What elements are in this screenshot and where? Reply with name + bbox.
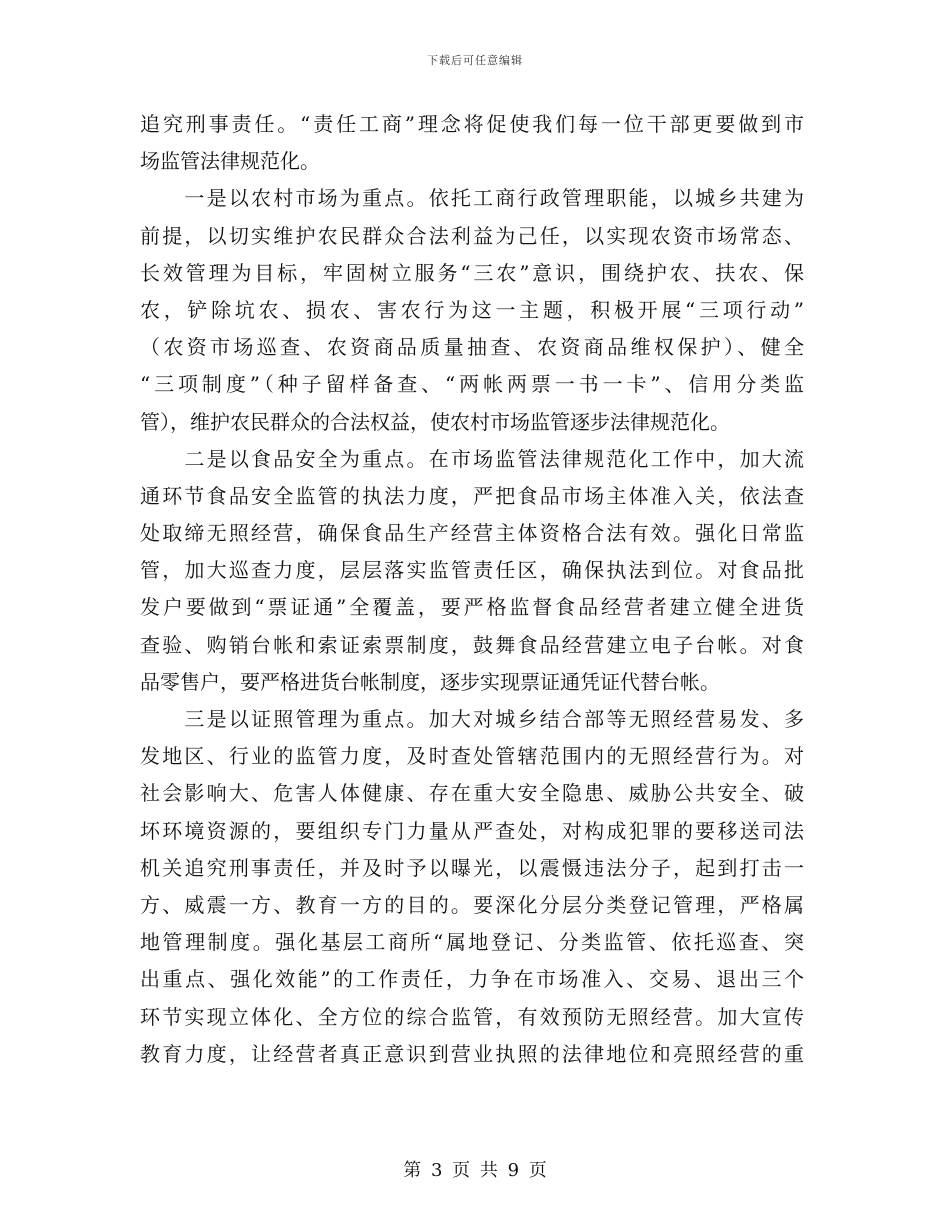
text-line: 品零售户，要严格进货台帐制度，逐步实现票证通凭证代替台帐。 [140, 669, 720, 694]
text-line: 二是以食品安全为重点。在市场监管法律规范化工作中，加大流 [140, 446, 804, 471]
text-line: 教育力度，让经营者真正意识到营业执照的法律地位和亮照经营的重 [140, 1041, 804, 1066]
text-line: （农资市场巡查、农资商品质量抽查、农资商品维权保护）、健全 [140, 335, 804, 360]
text-line: 发地区、行业的监管力度，及时查处管辖范围内的无照经营行为。对 [140, 744, 804, 769]
text-line: 场监管法律规范化。 [140, 149, 320, 174]
text-line: 出重点、强化效能”的工作责任，力争在市场准入、交易、退出三个 [140, 967, 804, 992]
text-line: “三项制度”（种子留样备查、“两帐两票一书一卡”、信用分类监 [140, 372, 804, 397]
text-line: 三是以证照管理为重点。加大对城乡结合部等无照经营易发、多 [140, 707, 804, 731]
page-header: 下载后可任意编辑 [427, 54, 523, 67]
text-line: 坏环境资源的，要组织专门力量从严查处，对构成犯罪的要移送司法 [140, 818, 804, 843]
text-line: 社会影响大、危害人体健康、存在重大安全隐患、威胁公共安全、破 [140, 781, 804, 806]
text-line: 机关追究刑事责任，并及时予以曝光，以震慑违法分子，起到打击一 [140, 855, 804, 880]
text-line: 追究刑事责任。“责任工商”理念将促使我们每一位干部更要做到市 [140, 112, 804, 136]
text-line: 环节实现立体化、全方位的综合监管，有效预防无照经营。加大宣传 [140, 1004, 804, 1029]
text-line: 长效管理为目标，牢固树立服务“三农”意识，围绕护农、扶农、保 [140, 260, 804, 285]
page-number-footer: 第 3 页 共 9 页 [403, 1160, 547, 1181]
text-line: 方、威震一方、教育一方的目的。要深化分层分类登记管理，严格属 [140, 892, 804, 917]
text-line: 处取缔无照经营，确保食品生产经营主体资格合法有效。强化日常监 [140, 521, 804, 546]
text-line: 一是以农村市场为重点。依托工商行政管理职能，以城乡共建为 [140, 186, 804, 211]
text-line: 管），维护农民群众的合法权益，使农村市场监管逐步法律规范化。 [140, 409, 730, 434]
text-line: 前提，以切实维护农民群众合法利益为己任，以实现农资市场常态、 [140, 223, 804, 248]
text-line: 通环节食品安全监管的执法力度，严把食品市场主体准入关，依法查 [140, 483, 804, 508]
text-line: 发户要做到“票证通”全覆盖，要严格监督食品经营者建立健全进货 [140, 595, 804, 620]
document-body [140, 106, 804, 1073]
text-line: 地管理制度。强化基层工商所“属地登记、分类监管、依托巡查、突 [140, 930, 804, 955]
text-line: 农，铲除坑农、损农、害农行为这一主题，积极开展“三项行动” [140, 297, 804, 322]
text-line: 查验、购销台帐和索证索票制度，鼓舞食品经营建立电子台帐。对食 [140, 632, 804, 657]
text-line: 管，加大巡查力度，层层落实监管责任区，确保执法到位。对食品批 [140, 558, 804, 583]
